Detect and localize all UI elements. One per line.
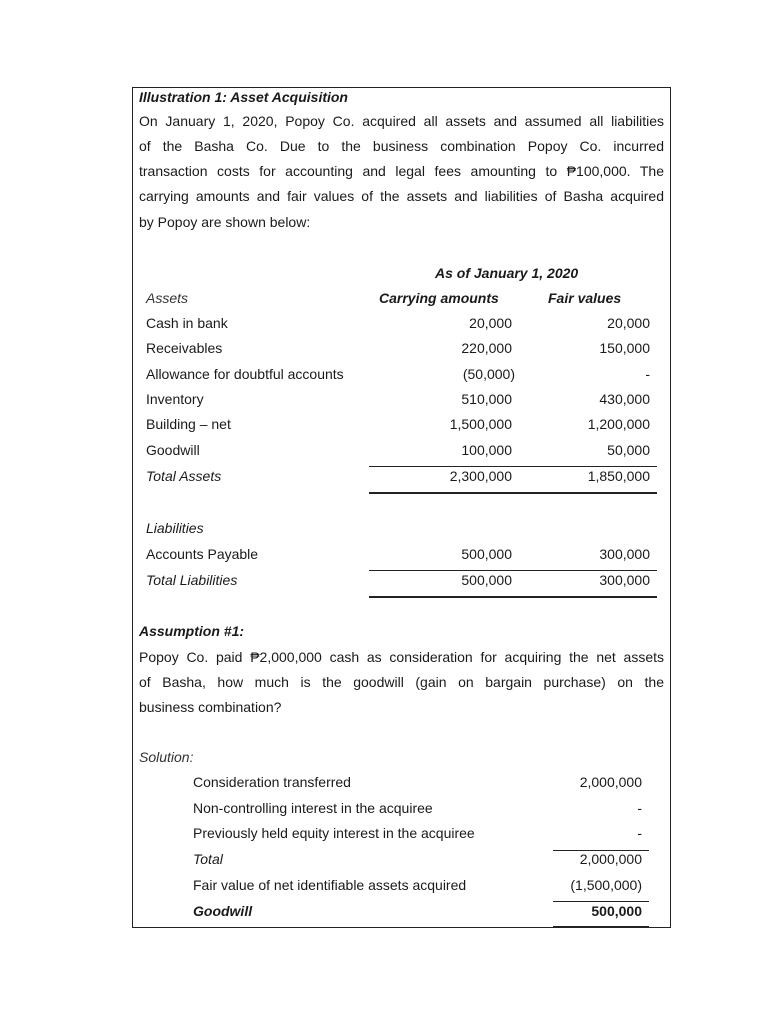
solution-label: Fair value of net identifiable assets acquired: [193, 877, 467, 893]
solution-value: 500,000: [591, 903, 642, 919]
row-label: Total Assets: [146, 468, 222, 484]
row-fair: 300,000: [599, 572, 650, 588]
row-label: Cash in bank: [146, 315, 228, 331]
assumption-line: Popoy Co. paid ₱2,000,000 cash as consideration for acquiring the net assets: [139, 649, 664, 665]
row-label: Building – net: [146, 416, 231, 432]
row-carrying: 510,000: [461, 391, 512, 407]
fair-values-header: Fair values: [548, 290, 622, 306]
row-fair: 430,000: [599, 391, 650, 407]
solution-value: -: [637, 800, 642, 816]
row-label: Goodwill: [146, 442, 200, 458]
carrying-amounts-header: Carrying amounts: [379, 290, 499, 306]
intro-line: carrying amounts and fair values of the assets and liabilities of Basha acquired: [139, 188, 664, 204]
row-label: Receivables: [146, 340, 223, 356]
solution-heading: Solution:: [139, 749, 194, 765]
row-label: Total Liabilities: [146, 572, 238, 588]
row-carrying: 220,000: [461, 340, 512, 356]
row-carrying: 500,000: [461, 572, 512, 588]
illustration-title: Illustration 1: Asset Acquisition: [139, 89, 348, 105]
intro-line: of the Basha Co. Due to the business combination Popoy Co. incurred: [139, 138, 664, 154]
assets-header: Assets: [146, 290, 189, 306]
row-fair: 1,850,000: [587, 468, 650, 484]
assumption-heading: Assumption #1:: [139, 623, 245, 639]
row-fair: 1,200,000: [587, 416, 650, 432]
solution-value: (1,500,000): [570, 877, 642, 893]
total-rule: [369, 492, 657, 494]
total-rule: [369, 596, 657, 598]
intro-line: by Popoy are shown below:: [139, 214, 311, 230]
solution-label: Previously held equity interest in the acquiree: [193, 825, 475, 841]
row-carrying: (50,000): [462, 366, 515, 382]
row-carrying: 2,300,000: [449, 468, 512, 484]
intro-line: On January 1, 2020, Popoy Co. acquired all assets and assumed all liabilities: [139, 113, 664, 129]
row-label: Accounts Payable: [146, 546, 259, 562]
row-carrying: 20,000: [469, 315, 512, 331]
row-fair: -: [645, 366, 650, 382]
assumption-line: business combination?: [139, 699, 282, 715]
solution-label: Goodwill: [193, 903, 253, 919]
total-rule: [553, 926, 649, 928]
solution-label: Non-controlling interest in the acquiree: [193, 800, 433, 816]
solution-value: 2,000,000: [579, 851, 642, 867]
table-date-header: As of January 1, 2020: [435, 265, 579, 281]
row-label: Allowance for doubtful accounts: [146, 366, 344, 382]
row-fair: 20,000: [607, 315, 650, 331]
row-carrying: 1,500,000: [449, 416, 512, 432]
row-fair: 300,000: [599, 546, 650, 562]
solution-value: 2,000,000: [579, 774, 642, 790]
assumption-line: of Basha, how much is the goodwill (gain on bargain purchase) on the: [139, 674, 664, 690]
row-label: Inventory: [146, 391, 204, 407]
row-fair: 150,000: [599, 340, 650, 356]
row-carrying: 100,000: [461, 442, 512, 458]
intro-line: transaction costs for accounting and legal fees amounting to ₱100,000. The: [139, 163, 664, 179]
row-fair: 50,000: [607, 442, 650, 458]
solution-label: Consideration transferred: [193, 774, 351, 790]
solution-label: Total: [193, 851, 223, 867]
liabilities-header: Liabilities: [146, 520, 204, 536]
solution-value: -: [637, 825, 642, 841]
row-carrying: 500,000: [461, 546, 512, 562]
